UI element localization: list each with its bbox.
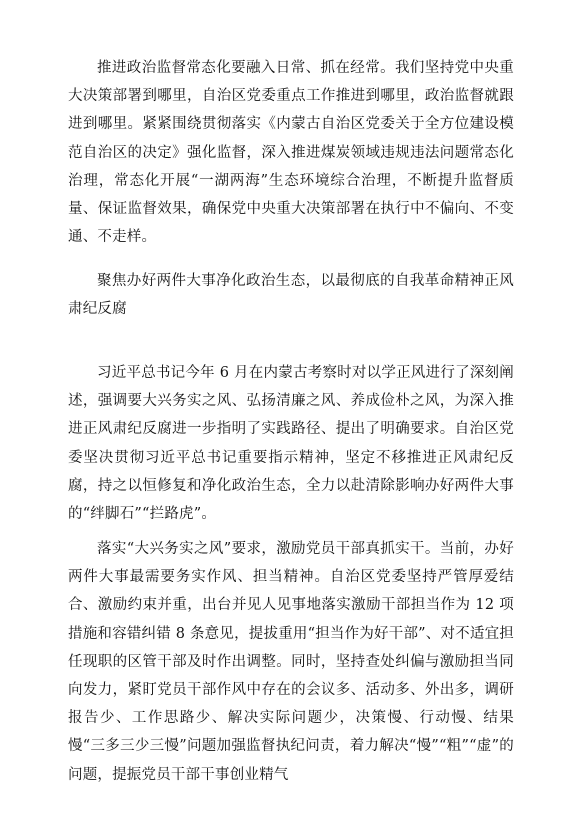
body-paragraph: 习近平总书记今年 6 月在内蒙古考察时对以学正风进行了深刻阐述，强调要大兴务实之风、弘扬清廉之风、养成俭朴之风，为深入推进正风肃纪反腐进一步指明了实践路径、提出了明确要求。自治区党委坚决贯彻习近平总书记重要指示精神，坚定不移推进正风肃纪反腐，持之以恒修复和净化政治生态，全力以赴清除影响办好两件大事的“绊脚石”“拦路虎”。 — [68, 365, 514, 523]
body-paragraph: 落实“大兴务实之风”要求，激励党员干部真抓实干。当前，办好两件大事最需要务实作风、担当精神。自治区党委坚持严管厚爱结合、激励约束并重，出台并见人见事地落实激励干部担当作为 12 项措施和容错纠错 8 条意见，提拔重用“担当作为好干部”、对不适宜担任现职的区管干部及时作出调整。同时，坚持查处纠偏与激励担当同向发力，紧盯党员干部作风中存在的会议多、活动多、外出多，调研报告少、工作思路少、解决实际问题少，决策慢、行动慢、结果慢“三多三少三慢”问题加强监督执纪问责，着力解决“慢”“粗”“虚”的问题，提振党员干部干事创业精气 — [68, 541, 514, 783]
section-heading: 聚焦办好两件大事净化政治生态，以最彻底的自我革命精神正风肃纪反腐 — [68, 273, 514, 318]
body-paragraph: 推进政治监督常态化要融入日常、抓在经常。我们坚持党中央重大决策部署到哪里，自治区党委重点工作推进到哪里，政治监督就跟进到哪里。紧紧围绕贯彻落实《内蒙古自治区党委关于全方位建设模范自治区的决定》强化监督，深入推进煤炭领域违规违法问题常态化治理，常态化开展“一湖两海”生态环境综合治理，不断提升监督质量、保证监督效果，确保党中央重大决策部署在执行中不偏向、不变通、不走样。 — [68, 60, 514, 246]
